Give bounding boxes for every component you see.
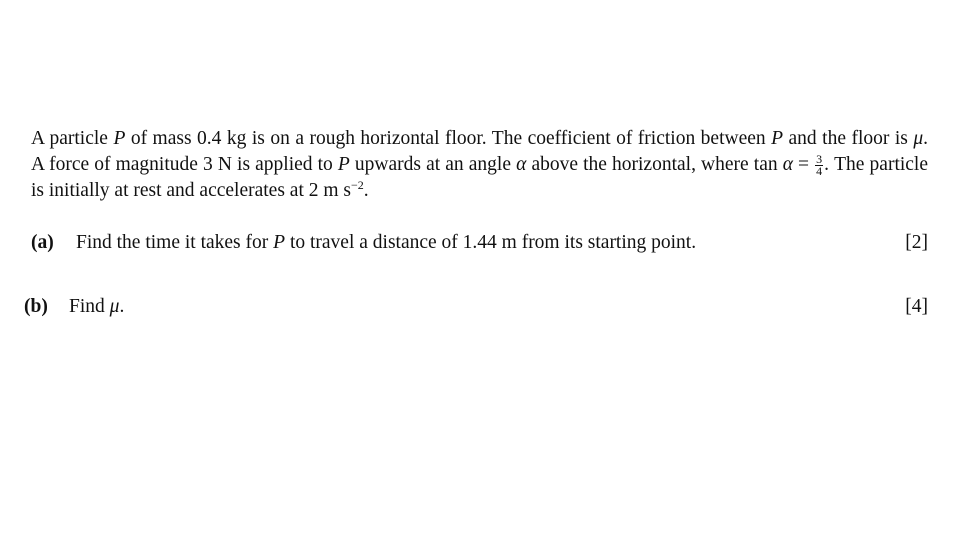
stem-text: =	[792, 154, 815, 175]
part-b-text: Find	[69, 296, 110, 317]
question-paragraph	[31, 126, 928, 204]
part-b-marks: [4]	[905, 296, 928, 317]
variable-alpha: α	[782, 154, 793, 175]
stem-text: A particle	[31, 128, 114, 149]
stem-text: .	[363, 180, 369, 201]
stem-text: of mass 0.4 kg is on a rough horizontal floor. The coefficient of friction between	[125, 128, 772, 149]
fraction-numerator: 3	[816, 152, 823, 167]
stem-text: . The particle is initially at rest and accelerates at 2 m s	[31, 154, 929, 201]
variable-p: P	[337, 154, 350, 175]
variable-p: P	[113, 128, 126, 149]
variable-alpha: α	[516, 154, 527, 175]
part-b	[24, 294, 928, 320]
fraction	[815, 154, 823, 177]
part-a-text: Find the time it takes for	[76, 232, 274, 253]
part-a	[31, 230, 928, 256]
part-b-text: .	[119, 296, 125, 317]
variable-mu: μ	[109, 296, 120, 317]
part-a-text: to travel a distance of 1.44 m from its starting point.	[285, 232, 697, 253]
question-stem	[31, 126, 928, 204]
stem-text: . A force of magnitude 3 N is applied to	[31, 128, 928, 175]
stem-text: and the floor is	[783, 128, 914, 149]
part-a-label: (a)	[31, 232, 54, 253]
part-a-marks: [2]	[905, 232, 928, 253]
stem-text: above the horizontal, where tan	[526, 154, 783, 175]
variable-p: P	[771, 128, 784, 149]
stem-text: upwards at an angle	[349, 154, 517, 175]
exponent: −2	[351, 178, 364, 192]
variable-p: P	[273, 232, 286, 253]
part-b-label: (b)	[24, 296, 48, 317]
fraction-denominator: 4	[816, 164, 823, 179]
variable-mu: μ	[913, 128, 924, 149]
